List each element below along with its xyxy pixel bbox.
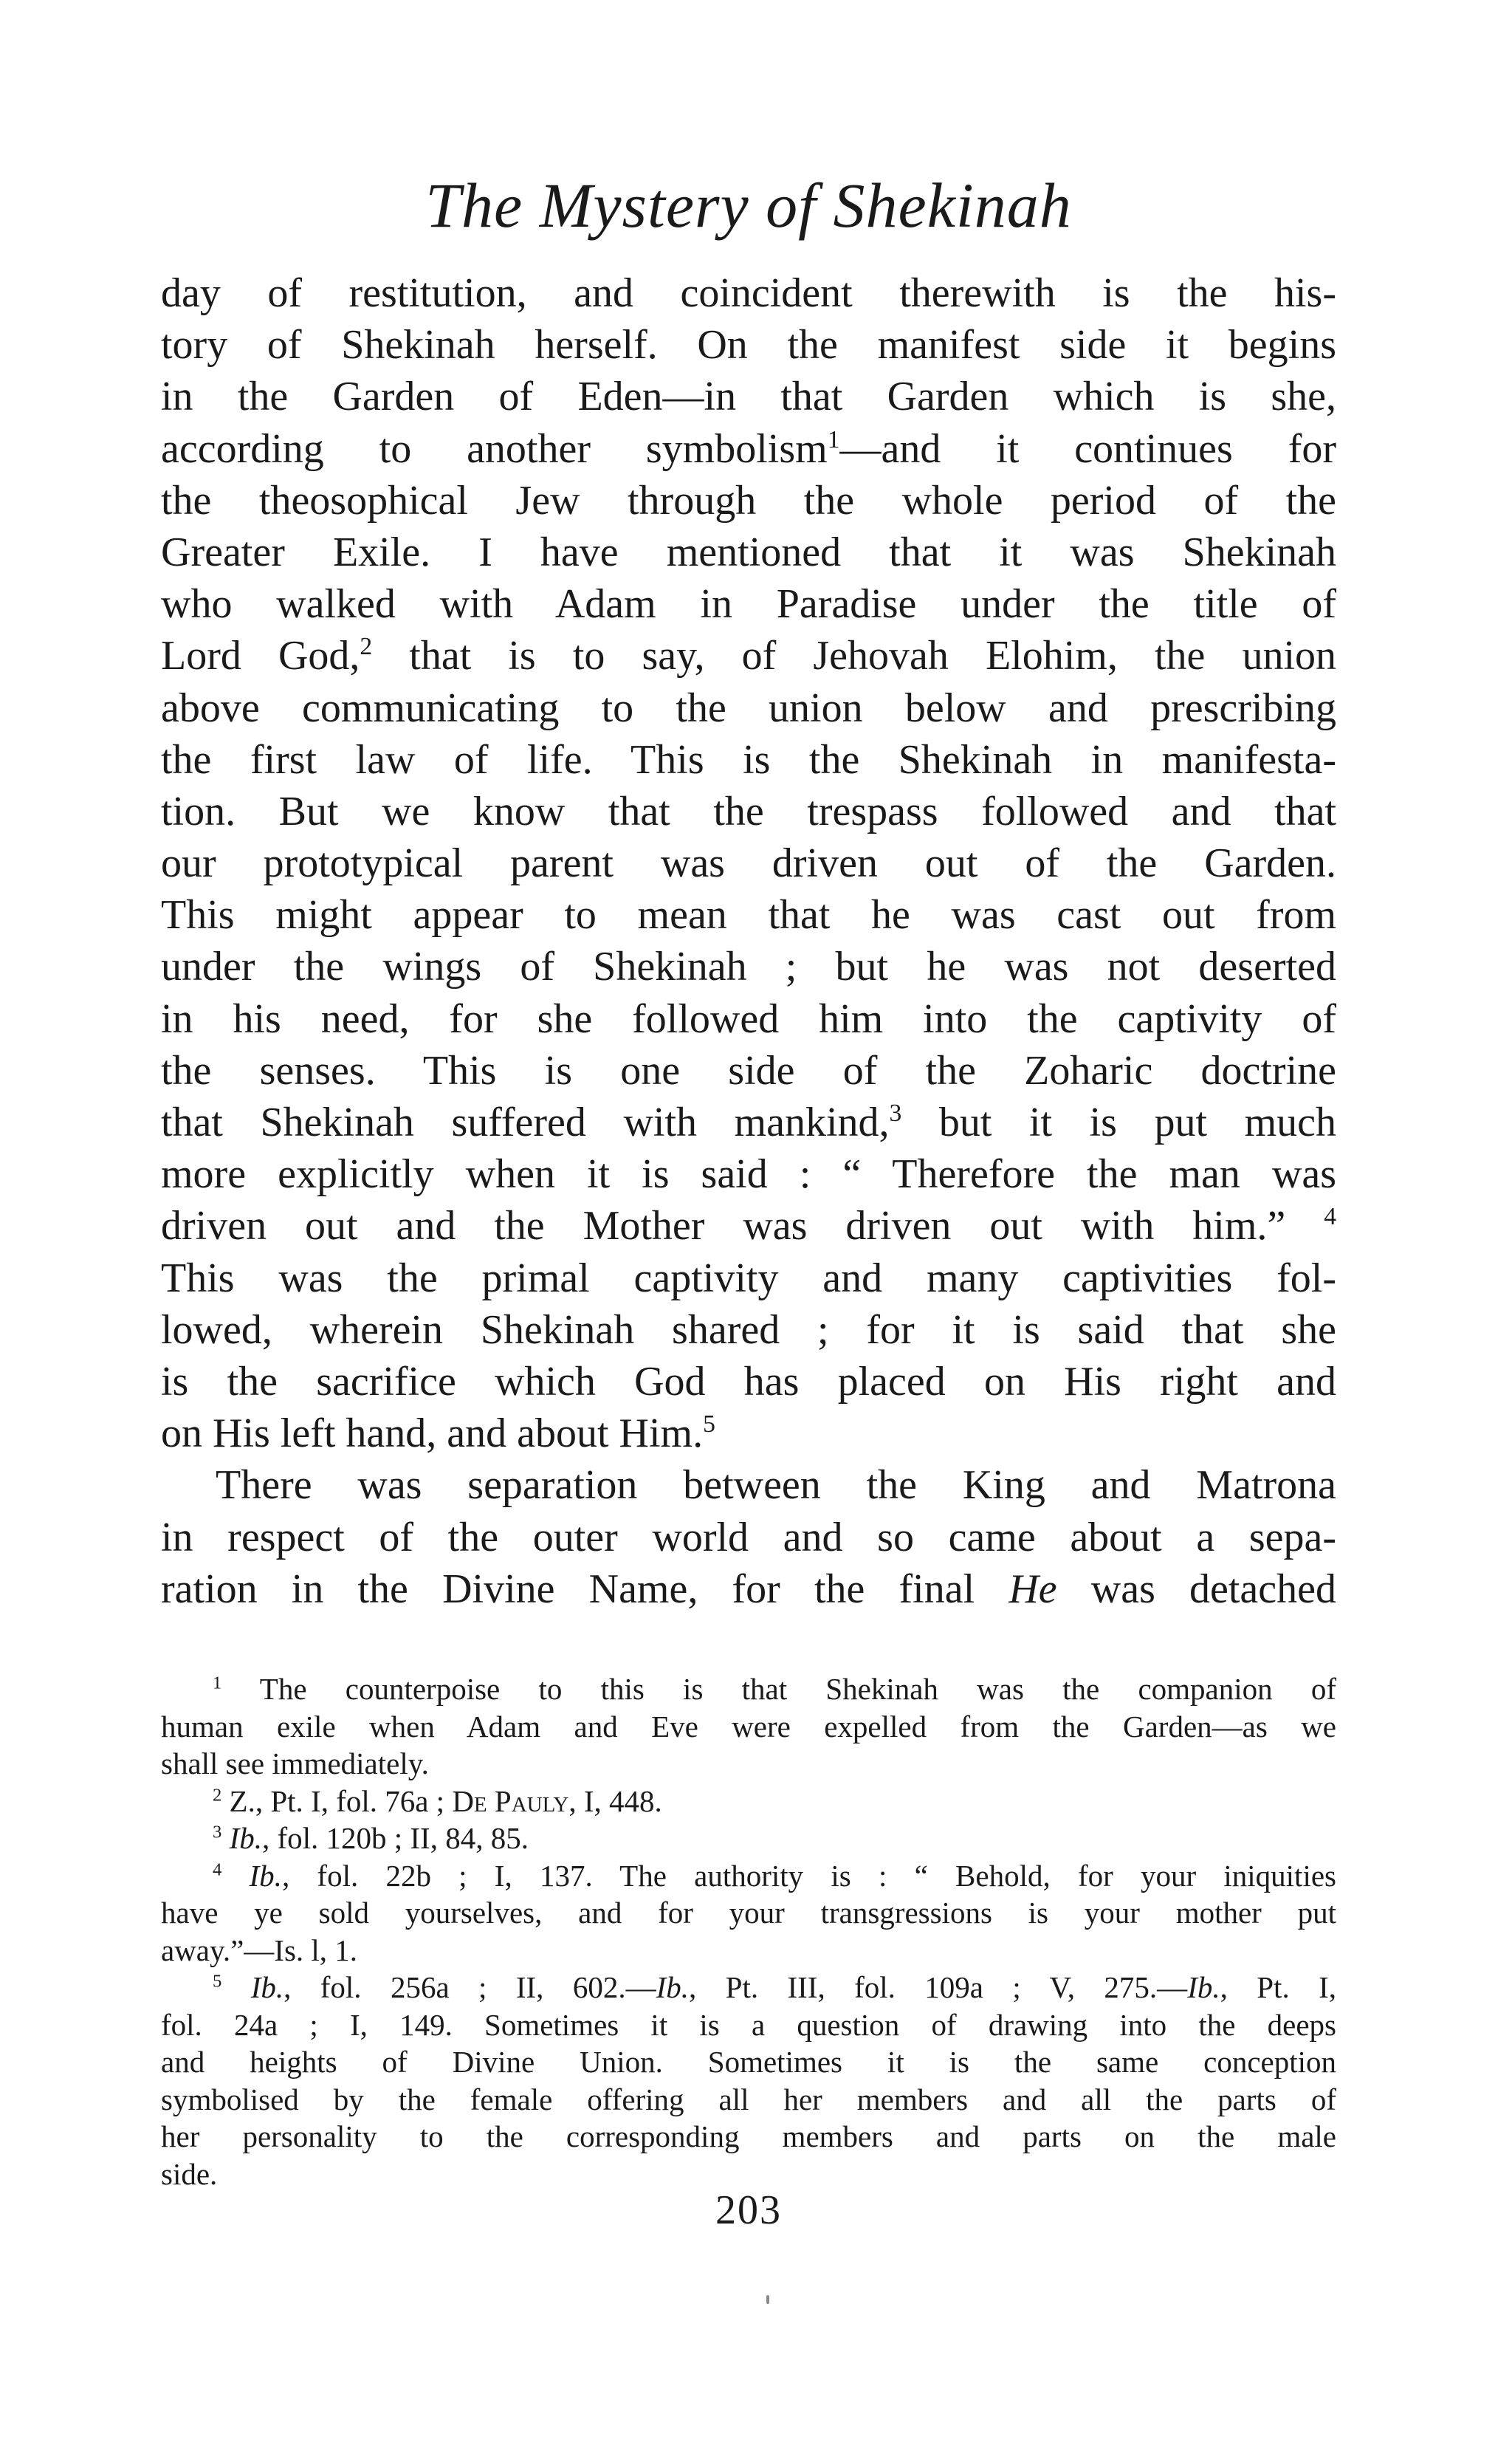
footnote-text: , I, 448. [568, 1783, 662, 1818]
text-line: in his need, for she followed him into the captivity of [161, 995, 1336, 1042]
ibid: Ib. [250, 1970, 284, 2004]
footnote-3 [161, 1820, 1336, 1857]
text-segment: on His left hand, and about Him. [161, 1410, 704, 1457]
text-line: in the Garden of Eden—in that Garden which is she, [161, 374, 1336, 420]
text-line: who walked with Adam in Paradise under the title of [161, 581, 1336, 628]
footnote-ref-3[interactable]: 3 [889, 1099, 902, 1127]
text-segment: according to another symbolism [161, 425, 828, 472]
footnote-text: , fol. 256a ; II, 602.— [284, 1970, 656, 2004]
text-line: This might appear to mean that he was cast out from [161, 892, 1336, 939]
text-line: the first law of life. This is the Shekinah in manifesta- [161, 736, 1336, 783]
text-line: the senses. This is one side of the Zoharic doctrine [161, 1047, 1336, 1094]
print-speck [766, 2295, 769, 2304]
footnote-line: and heights of Divine Union. Sometimes it is the same conception [161, 2045, 1336, 2079]
text-line: tion. But we know that the trespass followed and that [161, 788, 1336, 834]
text-line: Greater Exile. I have mentioned that it was Shekinah [161, 529, 1336, 575]
text-line: our prototypical parent was driven out of the Garden. [161, 840, 1336, 887]
footnote-line: fol. 24a ; I, 149. Sometimes it is a question of drawing into the deeps [161, 2007, 1336, 2042]
text-line [161, 1563, 1336, 1615]
footnote-marker: 3 [213, 1822, 222, 1842]
footnote-line: symbolised by the female offering all her members and all the parts of [161, 2082, 1336, 2116]
footnote-marker: 2 [213, 1784, 222, 1805]
italic-word: He [1008, 1566, 1057, 1612]
text-segment: that Shekinah suffered with mankind, [161, 1100, 890, 1145]
text-line: above communicating to the union below and prescribing [161, 685, 1336, 731]
footnote-5 [161, 1969, 1336, 2006]
footnote-1 [161, 1670, 1336, 1708]
footnote-line: shall see immediately. [161, 1746, 429, 1780]
ibid: Ib. [229, 1821, 262, 1855]
footnote-4 [161, 1857, 1336, 1895]
ibid: Ib. [1187, 1970, 1220, 2004]
footnote-ref-4[interactable]: 4 [1324, 1203, 1336, 1231]
footnote-line: side. [161, 2156, 218, 2191]
text-line: This was the primal captivity and many captivities fol- [161, 1255, 1336, 1301]
ibid: Ib. [249, 1858, 282, 1893]
page-number: 203 [715, 2187, 782, 2233]
text-line [161, 1200, 1336, 1252]
text-segment: was detached [1056, 1566, 1336, 1612]
text-segment: —and it continues for [839, 425, 1336, 472]
text-line [161, 1097, 1336, 1148]
paragraph-start-line: There was separation between the King and Matrona [216, 1462, 1336, 1509]
text-segment: driven out and the Mother was driven out with him.” [161, 1203, 1286, 1249]
text-line: under the wings of Shekinah ; but he was not deserted [161, 944, 1336, 990]
footnote-marker: 5 [213, 1971, 222, 1992]
footnote-marker: 4 [213, 1859, 222, 1879]
text-line: the theosophical Jew through the whole period of the [161, 477, 1336, 524]
text-line: tory of Shekinah herself. On the manifest side it begins [161, 322, 1336, 368]
text-segment: that is to say, of Jehovah Elohim, the union [372, 633, 1337, 679]
text-line: is the sacrifice which God has placed on His right and [161, 1358, 1336, 1405]
footnote-2 [161, 1783, 1336, 1820]
body-text [161, 267, 1336, 1615]
footnote-ref-1[interactable]: 1 [827, 425, 840, 453]
footnote-text: Z., Pt. I, fol. 76a ; [229, 1783, 453, 1818]
footnote-line: have ye sold yourselves, and for your transgressions is your mother put [161, 1896, 1336, 1930]
footnote-text: , fol. 120b ; II, 84, 85. [261, 1821, 529, 1855]
text-line: more explicitly when it is said : “ Therefore the man was [161, 1151, 1336, 1198]
text-line [161, 630, 1336, 682]
text-segment: Lord God, [161, 633, 360, 679]
text-line: in respect of the outer world and so came about a sepa- [161, 1514, 1336, 1560]
text-line [161, 1408, 1336, 1459]
footnote-marker: 1 [213, 1673, 222, 1693]
footnote-line: her personality to the corresponding members and parts on the male [161, 2119, 1336, 2153]
text-line: lowed, wherein Shekinah shared ; for it is said that she [161, 1306, 1336, 1353]
footnote-text: The counterpoise to this is that Shekinah was the companion of [259, 1672, 1337, 1706]
running-head: The Mystery of Shekinah [425, 170, 1072, 241]
footnote-text: , Pt. I, [1220, 1970, 1336, 2004]
text-segment: ration in the Divine Name, for the final [161, 1566, 1009, 1612]
text-line [161, 423, 1336, 475]
footnote-line: human exile when Adam and Eve were expelled from the Garden—as we [161, 1709, 1336, 1744]
book-page [161, 0, 1336, 2448]
text-segment: but it is put much [901, 1100, 1337, 1145]
ibid: Ib. [656, 1970, 689, 2004]
text-line: day of restitution, and coincident therewith is the his- [161, 270, 1336, 316]
footnote-ref-5[interactable]: 5 [703, 1410, 715, 1438]
footnotes [161, 1670, 1336, 2192]
footnote-text: , Pt. III, fol. 109a ; V, 275.— [688, 1970, 1188, 2004]
footnote-text: , fol. 22b ; I, 137. The authority is : “ Behold, for your iniquities [281, 1858, 1336, 1893]
footnote-line: away.”—Is. l, 1. [161, 1933, 358, 1967]
footnote-ref-2[interactable]: 2 [360, 633, 373, 661]
author-name: De Pauly [452, 1783, 569, 1818]
